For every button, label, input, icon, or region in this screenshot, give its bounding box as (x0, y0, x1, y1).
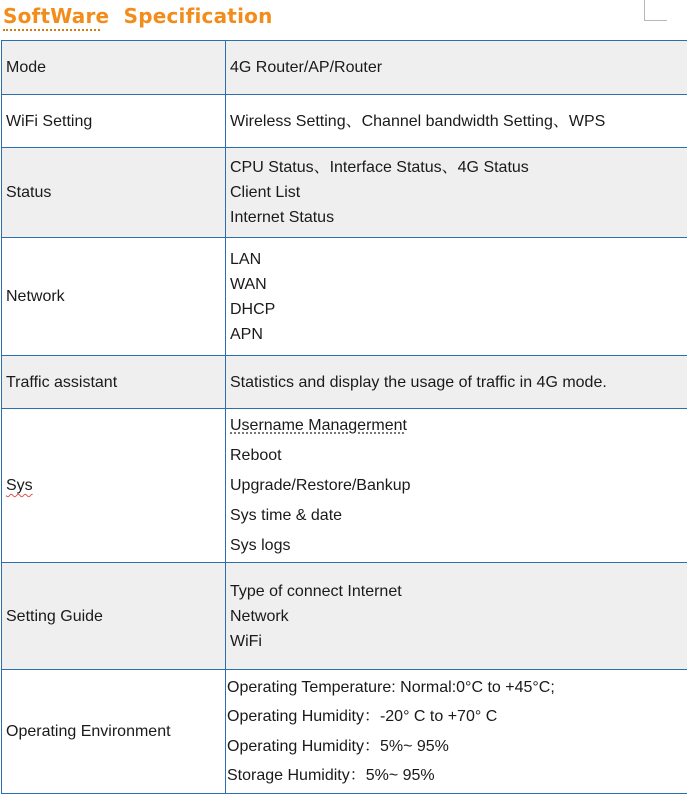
spec-line: WiFi (230, 632, 262, 650)
spec-name-text: Sys (6, 477, 33, 494)
title-underline (3, 29, 100, 31)
spec-value-sys (226, 409, 687, 563)
spec-value-traffic-assistant (226, 356, 687, 409)
page-title: SoftWare Specification (3, 4, 273, 28)
spec-line: Reboot (230, 446, 282, 464)
spec-line: Type of connect Internet (230, 582, 402, 600)
table-row-status (2, 148, 687, 238)
spec-name-wifi-setting: WiFi Setting (2, 95, 226, 148)
spec-value-mode (226, 41, 687, 95)
spec-line-text: Username Managerment (230, 416, 407, 434)
table-row-traffic-assistant (2, 356, 687, 409)
table-row-operating-environment (2, 670, 687, 794)
spec-line: Sys logs (230, 536, 291, 554)
spec-name-network: Network (2, 238, 226, 356)
spec-value-status (226, 148, 687, 238)
spec-line: WAN (230, 275, 267, 293)
spec-line: DHCP (230, 300, 276, 318)
spec-line: Statistics and display the usage of traffic in 4G mode. (230, 373, 607, 391)
spec-line: Wireless Setting、Channel bandwidth Setting、WPS (230, 112, 606, 130)
table-row-setting-guide (2, 563, 687, 670)
spec-line: 4G Router/AP/Router (230, 59, 383, 76)
spec-name-setting-guide: Setting Guide (2, 563, 226, 670)
spec-name-status: Status (2, 148, 226, 238)
table-row-sys (2, 409, 687, 563)
specification-table (1, 40, 687, 794)
spec-line: Operating Humidity：5%~ 95% (227, 737, 449, 755)
spec-line: Storage Humidity：5%~ 95% (227, 767, 435, 784)
spec-name-sys (2, 409, 226, 563)
table-row-mode (2, 41, 687, 95)
spec-value-operating-environment (226, 670, 687, 794)
spec-line: Internet Status (230, 209, 335, 226)
spec-line: LAN (230, 250, 262, 268)
spec-value-setting-guide (226, 563, 687, 670)
spec-line: APN (230, 325, 263, 343)
table-row-network (2, 238, 687, 356)
spec-line: Network (230, 607, 289, 625)
spec-name-traffic-assistant: Traffic assistant (2, 356, 226, 409)
spec-line: CPU Status、Interface Status、4G Status (230, 159, 529, 176)
spec-name-mode: Mode (2, 41, 226, 95)
spec-value-wifi-setting (226, 95, 687, 148)
table-row-wifi-setting (2, 95, 687, 148)
spec-line: Sys time & date (230, 506, 343, 524)
spec-line: Client List (230, 184, 301, 201)
spec-value-network (226, 238, 687, 356)
spec-line: Operating Temperature: Normal:0°C to +45°C; (227, 678, 555, 696)
spec-line: Operating Humidity：-20° C to +70° C (227, 708, 498, 725)
page-corner-mark (644, 0, 667, 21)
spec-line: Upgrade/Restore/Bankup (230, 476, 411, 494)
spec-line (230, 411, 683, 441)
spec-name-operating-environment: Operating Environment (2, 670, 226, 794)
